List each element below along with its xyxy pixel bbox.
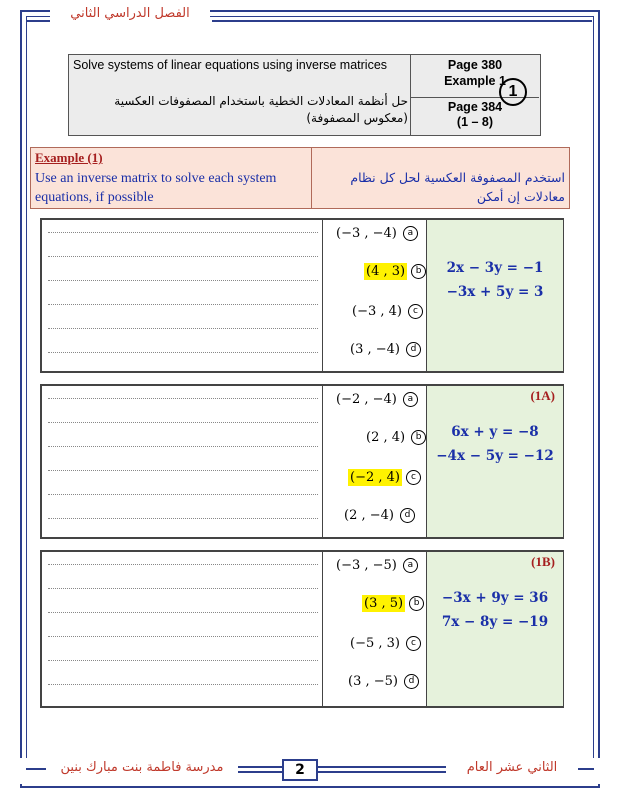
header-bar-left <box>26 20 50 22</box>
question-label: (1A) <box>530 388 555 403</box>
example-title: Example (1) <box>35 150 103 165</box>
option-d[interactable]: (3 , −5) d <box>346 674 440 689</box>
topic-box <box>68 54 541 136</box>
page-384: Page 384 <box>447 100 503 114</box>
option-a[interactable]: (−3 , −5) a <box>334 558 428 573</box>
option-c[interactable]: (−5 , 3) c <box>348 636 442 651</box>
exercise-range: (1 – 8) <box>456 115 494 129</box>
column-divider <box>322 220 323 371</box>
option-b[interactable]: (4 , 3) b <box>364 264 458 279</box>
example-instruction-arabic: استخدم المصفوفة العكسية لحل كل نظام معادلات إن أمكن <box>350 170 565 204</box>
question-box-1b <box>40 550 564 708</box>
header-bar <box>212 20 592 22</box>
example-instruction-english: Use an inverse matrix to solve each system equations, if possible <box>35 171 277 205</box>
equation-2: −4x − 5y = −12 <box>436 448 554 464</box>
option-b[interactable]: (3 , 5) b <box>362 596 456 611</box>
school-name: مدرسة فاطمة بنت مبارك بنين <box>60 760 224 775</box>
footer-bar <box>578 768 594 770</box>
column-divider <box>322 386 323 537</box>
option-d[interactable]: (2 , −4) d <box>342 508 436 523</box>
equation-1: 2x − 3y = −1 <box>446 260 544 276</box>
equation-1: −3x + 9y = 36 <box>441 590 549 606</box>
topic-english: Solve systems of linear equations using inverse matrices <box>73 58 388 72</box>
footer-bar <box>26 768 46 770</box>
footer-bar <box>318 771 446 773</box>
question-box-1a <box>40 384 564 539</box>
option-c[interactable]: (−3 , 4) c <box>350 304 444 319</box>
footer-bar <box>318 766 446 768</box>
equations-cell <box>426 386 563 537</box>
page-number: 2 <box>282 759 318 781</box>
equation-2: 7x − 8y = −19 <box>441 614 549 630</box>
example-divider <box>311 148 312 208</box>
grade-level: الثاني عشر العام <box>466 760 558 775</box>
option-a[interactable]: (−2 , −4) a <box>334 392 428 407</box>
equations-cell <box>426 552 563 706</box>
example-box <box>30 147 570 209</box>
semester-title: الفصل الدراسي الثاني <box>70 6 190 21</box>
column-divider <box>322 552 323 706</box>
page-380: Page 380 <box>447 58 503 72</box>
example-1-ref: Example 1 <box>444 74 506 88</box>
equation-1: 6x + y = −8 <box>451 424 539 440</box>
option-a[interactable]: (−3 , −4) a <box>334 226 428 241</box>
option-c[interactable]: (−2 , 4) c <box>348 470 442 485</box>
footer-bar <box>238 766 282 768</box>
lesson-number-badge: 1 <box>499 78 527 106</box>
equation-2: −3x + 5y = 3 <box>446 284 544 300</box>
topic-arabic: حل أنظمة المعادلات الخطية باستخدام المصفوفات العكسية (معكوس المصفوفة) <box>114 94 408 125</box>
question-label: (1B) <box>531 554 555 569</box>
option-d[interactable]: (3 , −4) d <box>348 342 442 357</box>
footer-bar <box>238 771 282 773</box>
equations-cell <box>426 220 563 371</box>
question-box-1 <box>40 218 564 373</box>
option-b[interactable]: (2 , 4) b <box>364 430 458 445</box>
